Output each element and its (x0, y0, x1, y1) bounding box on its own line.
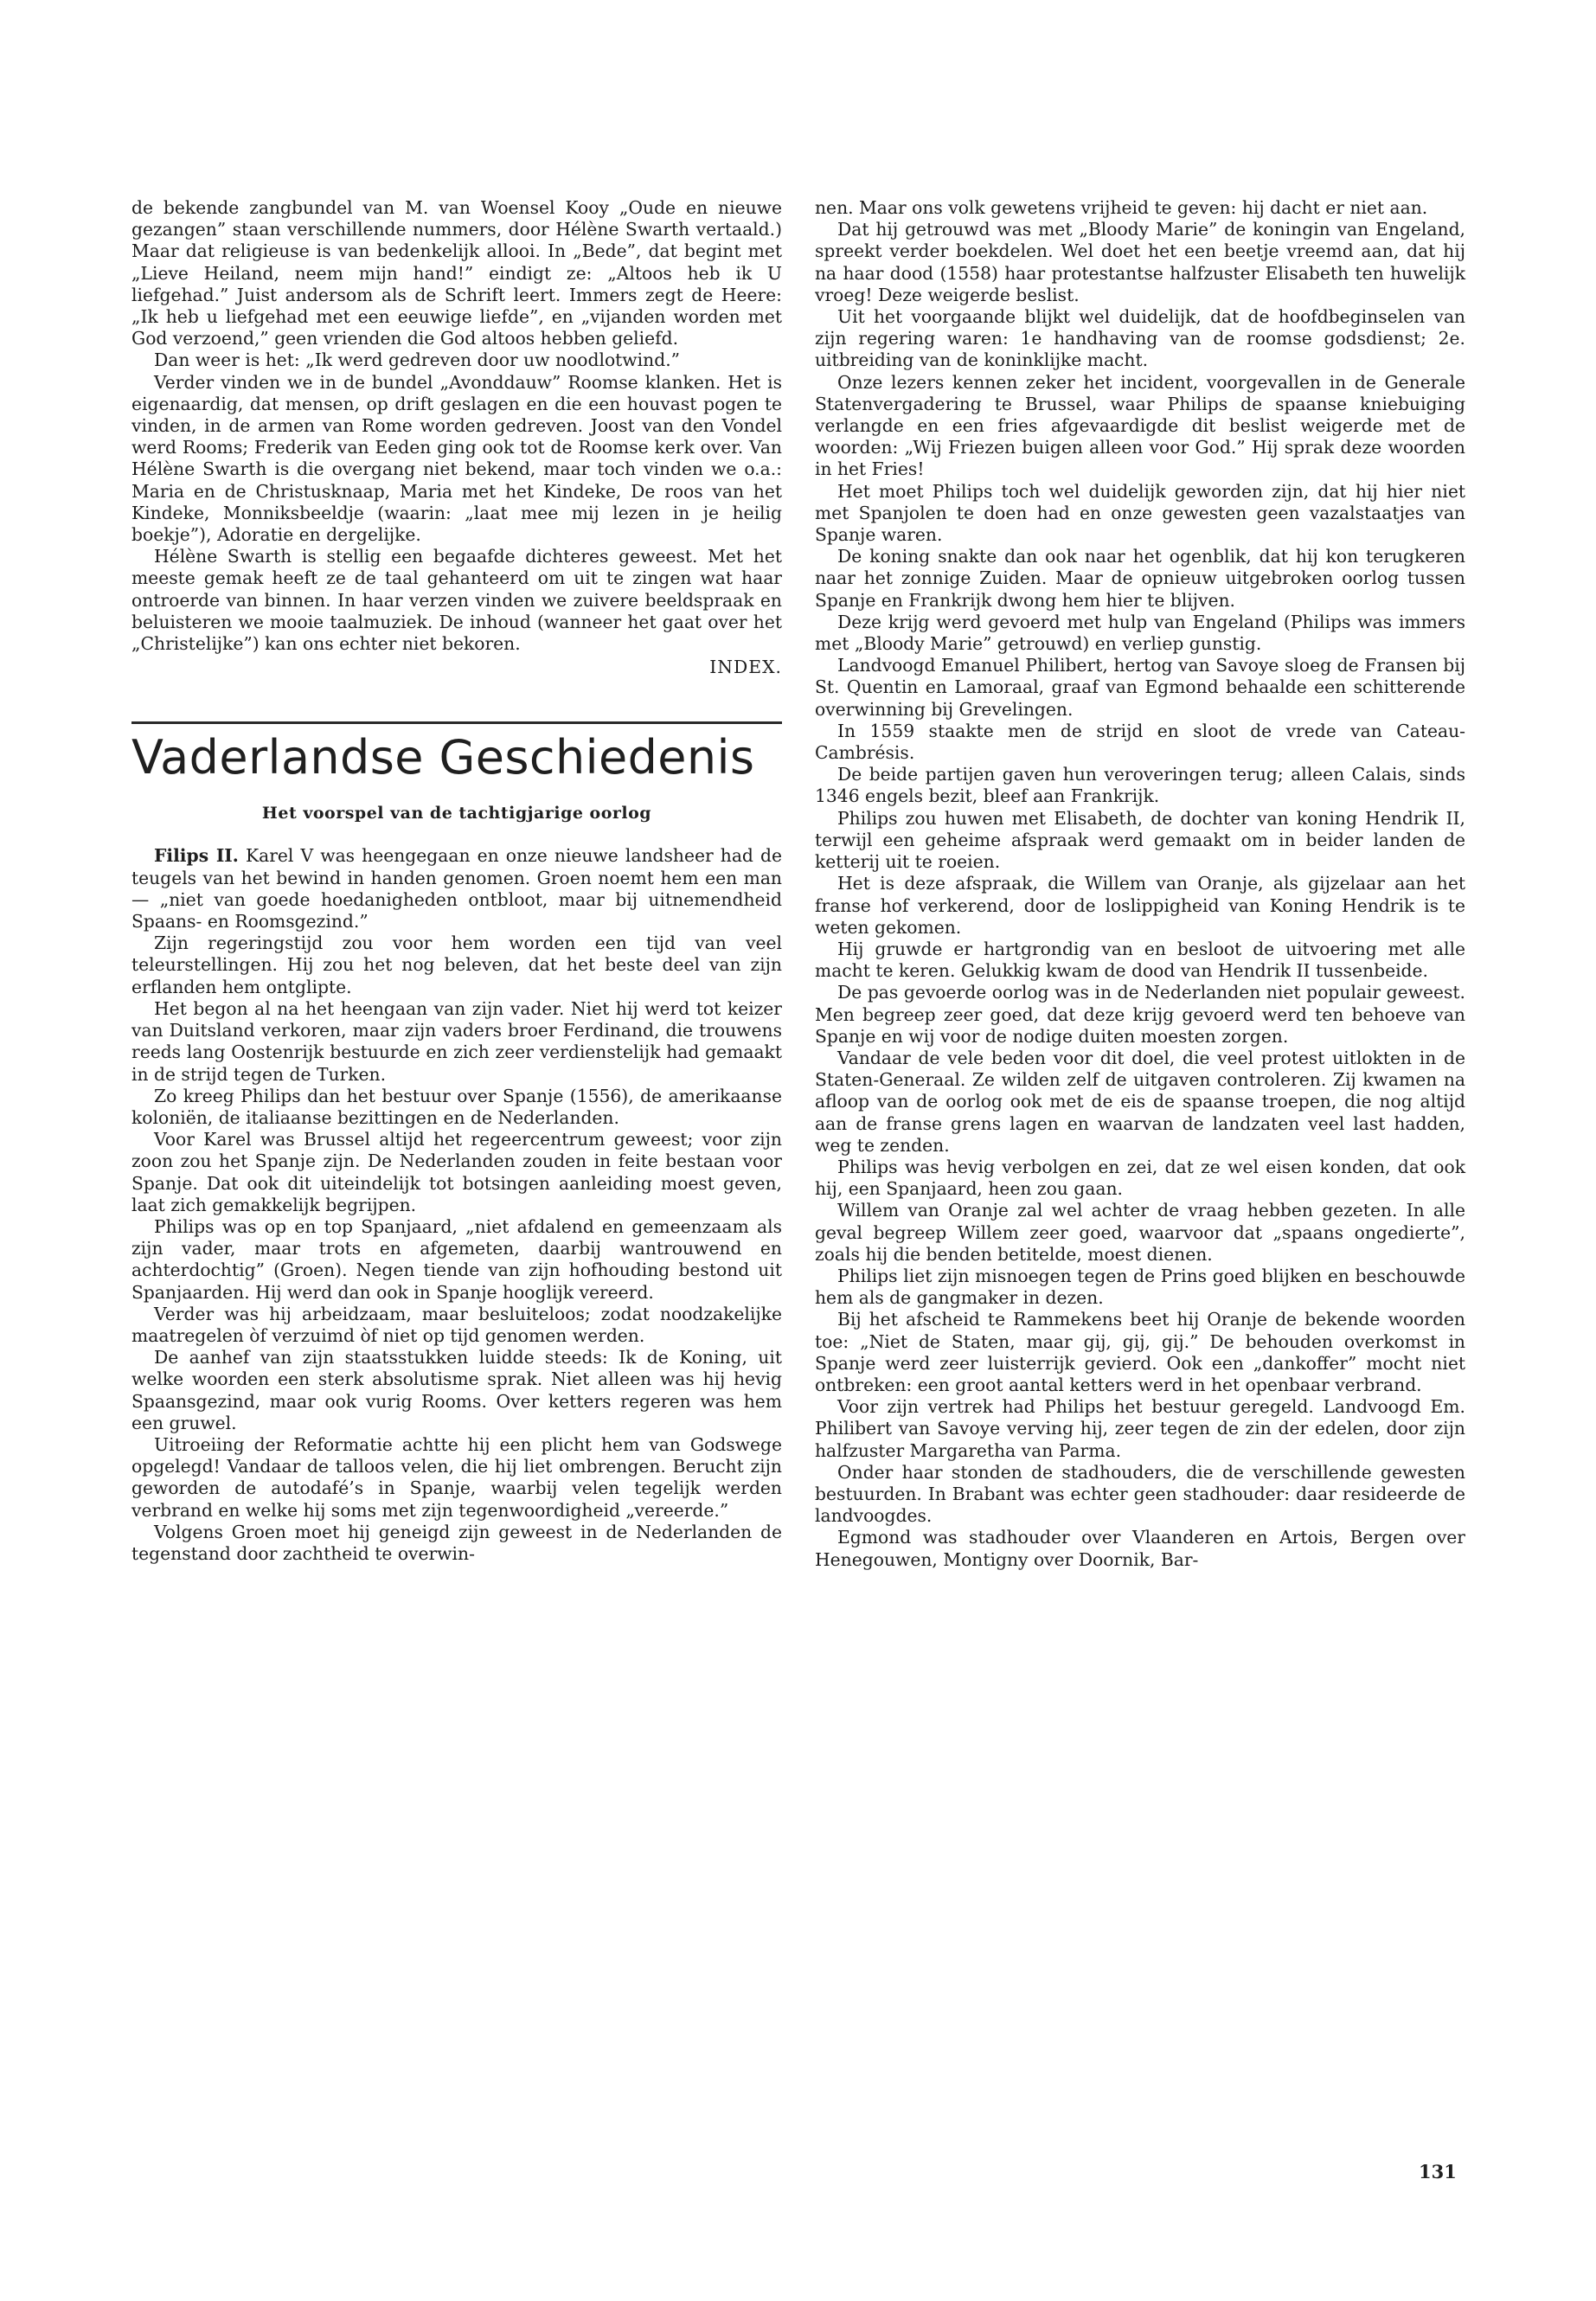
article-paragraph: nen. Maar ons volk gewetens vrijheid te geven: hij dacht er niet aan. (815, 197, 1428, 218)
article-paragraph: Deze krijg werd gevoerd met hulp van Engeland (Philips was immers met „Bloody Marie” getrouwd) en verliep gunstig. (815, 611, 1465, 655)
section-subtitle: Het voorspel van de tachtigjarige oorlog (261, 804, 652, 824)
article-paragraph: Voor zijn vertrek had Philips het bestuur geregeld. Landvoogd Em. Philibert van Savoye verving hij, zeer tegen de zin der edelen, door zijn halfzuster Margaretha van Parma. (815, 1396, 1465, 1461)
article-paragraph: Philips zou huwen met Elisabeth, de dochter van koning Hendrik II, terwijl een geheime afspraak werd gemaakt om in beider landen de ketterij uit te roeien. (815, 807, 1465, 873)
article-paragraph: De pas gevoerde oorlog was in de Nederlanden niet populair geweest. Men begreep zeer goed, dat deze krijg gevoerd werd ten behoeve van Spanje en wij voor de nodige duiten moesten zorgen. (815, 982, 1465, 1047)
article-paragraph: Verder was hij arbeidzaam, maar besluiteloos; zodat noodzakelijke maatregelen òf verzuimd òf niet op tijd genomen werden. (131, 1303, 782, 1346)
author-signature: INDEX. (709, 657, 782, 678)
article-paragraph: Onder haar stonden de stadhouders, die de verschillende gewesten bestuurden. In Brabant was echter geen stadhouder: daar resideerde de landvoogdes. (815, 1461, 1465, 1527)
article-paragraph: De aanhef van zijn staatsstukken luidde steeds: Ik de Koning, uit welke woorden een sterk absolutisme sprak. Niet alleen was hij hevig Spaansgezind, maar ook vurig Rooms. Over ketters regeren was hem een gruwel. (131, 1347, 782, 1433)
right-column (815, 197, 1465, 1571)
article-paragraph: Bij het afscheid te Rammekens beet hij Oranje de bekende woorden toe: „Niet de Staten, maar gij, gij, gij.” De behouden overkomst in Spanje werd zeer luisterrijk gevierd. Ook een „dankoffer” mocht niet ontbreken: een groot aantal ketters werd in het openbaar verbrand. (815, 1309, 1465, 1395)
article-paragraph: Philips was op en top Spanjaard, „niet afdalend en gemeenzaam als zijn vader, maar trots en afgemeten, daarbij wantrouwend en achterdochtig” (Groen). Negen tiende van zijn hofhouding bestond uit Spanjaarden. Hij werd dan ook in Spanje hooglijk vereerd. (131, 1215, 782, 1303)
article-paragraph: Het is deze afspraak, die Willem van Oranje, als gijzelaar aan het franse hof verkerend, door de loslippigheid van Koning Hendrik is te weten gekomen. (815, 873, 1465, 938)
article-paragraph: De koning snakte dan ook naar het ogenblik, dat hij kon terugkeren naar het zonnige Zuiden. Maar de opnieuw uitgebroken oorlog tussen Spanje en Frankrijk dwong hem hier te blijven. (815, 546, 1465, 611)
article-paragraph: Landvoogd Emanuel Philibert, hertog van Savoye sloeg de Fransen bij St. Quentin en Lamoraal, graaf van Egmond behaalde een schitterende overwinning bij Grevelingen. (815, 655, 1465, 720)
left-column (131, 197, 782, 1565)
article-paragraph: Willem van Oranje zal wel achter de vraag hebben gezeten. In alle geval begreep Willem zeer goed, waarvoor dat „spaans ongedierte”, zoals hij die benden betitelde, moest dienen. (815, 1200, 1465, 1265)
review-paragraph: Dan weer is het: „Ik werd gedreven door uw noodlotwind.” (154, 349, 681, 371)
article-paragraph (131, 845, 782, 933)
runin-heading: Filips II. (154, 845, 239, 867)
article-paragraph: Volgens Groen moet hij geneigd zijn geweest in de Nederlanden de tegenstand door zachtheid te overwin- (131, 1521, 782, 1564)
article-paragraph: Vandaar de vele beden voor dit doel, die veel protest uitlokten in de Staten-Generaal. Ze wilden zelf de uitgaven controleren. Zij kwamen na afloop van de oorlog ook met de eis de spaanse troepen, die nog altijd aan de franse grens lagen en waarvan de landzaten veel last hadden, weg te zenden. (815, 1047, 1465, 1156)
page-number: 131 (1419, 2161, 1457, 2182)
article-paragraph: Uitroeiing der Reformatie achtte hij een plicht hem van Godswege opgelegd! Vandaar de talloos velen, die hij liet ombrengen. Berucht zijn geworden de autodafé’s in Spanje, waarbij velen tegelijk werden verbrand en welke hij soms met zijn tegenwoordigheid „vereerde.” (131, 1433, 782, 1521)
review-paragraph: Verder vinden we in de bundel „Avonddauw” Roomse klanken. Het is eigenaardig, dat mensen, op drift geslagen en die een houvast pogen te vinden, in de armen van Rome worden gedreven. Joost van den Vondel werd Rooms; Frederik van Eeden ging ook tot de Roomse kerk over. Van Hélène Swarth is die overgang niet bekend, maar toch vinden we o.a.: Maria en de Christusknaap, Maria met het Kindeke, De roos van het Kindeke, Monniksbeeldje (waarin: „laat mee mij lezen in je heilig boekje”), Adoratie en dergelijke. (131, 371, 782, 546)
section-title: Vaderlandse Geschiedenis (131, 730, 755, 785)
runin-paragraph-text: Karel V was heengegaan en onze nieuwe landsheer had de teugels van het bewind in handen genomen. Groen noemt hem een man — „niet van goede hoedanigheden ontbloot, maar bij uitnemendheid Spaans- en Roomsgezind.” (131, 845, 782, 933)
article-paragraph: Dat hij getrouwd was met „Bloody Marie” de koningin van Engeland, spreekt verder boekdelen. Wel doet het een beetje vreemd aan, dat hij na haar dood (1558) haar protestantse halfzuster Elisabeth ten huwelijk vroeg! Deze weigerde beslist. (815, 219, 1465, 305)
article-paragraph: Uit het voorgaande blijkt wel duidelijk, dat de hoofdbeginselen van zijn regering waren: 1e handhaving van de roomse godsdienst; 2e. uitbreiding van de koninklijke macht. (815, 306, 1465, 371)
section-divider (131, 721, 782, 724)
article-paragraph: Hij gruwde er hartgrondig van en besloot de uitvoering met alle macht te keren. Gelukkig kwam de dood van Hendrik II tussenbeide. (815, 938, 1465, 982)
article-paragraph: Zo kreeg Philips dan het bestuur over Spanje (1556), de amerikaanse koloniën, de italiaanse bezittingen en de Nederlanden. (131, 1085, 782, 1128)
review-paragraph: Hélène Swarth is stellig een begaafde dichteres geweest. Met het meeste gemak heeft ze de taal gehanteerd om uit te zingen wat haar ontroerde van binnen. In haar verzen vinden we zuivere beeldspraak en beluisteren we mooie taalmuziek. De inhoud (wanneer het gaat over het „Christelijke”) kan ons echter niet bekoren. (131, 546, 782, 655)
article-paragraph: Het moet Philips toch wel duidelijk geworden zijn, dat hij hier niet met Spanjolen te doen had en onze gewesten geen vazalstaatjes van Spanje waren. (815, 480, 1465, 546)
article-paragraph: Het begon al na het heengaan van zijn vader. Niet hij werd tot keizer van Duitsland verkoren, maar zijn vaders broer Ferdinand, die trouwens reeds lang Oostenrijk bestuurde en zich zeer verdienstelijk had gemaakt in de strijd tegen de Turken. (131, 997, 782, 1085)
article-paragraph: In 1559 staakte men de strijd en sloot de vrede van Cateau-Cambrésis. (815, 720, 1465, 764)
article-paragraph: De beide partijen gaven hun veroveringen terug; alleen Calais, sinds 1346 engels bezit, bleef aan Frankrijk. (815, 764, 1465, 807)
article-paragraph: Zijn regeringstijd zou voor hem worden een tijd van veel teleurstellingen. Hij zou het nog beleven, dat het beste deel van zijn erflanden hem ontglipte. (131, 933, 782, 997)
article-paragraph: Philips liet zijn misnoegen tegen de Prins goed blijken en beschouwde hem als de gangmaker in dezen. (815, 1265, 1465, 1309)
article-paragraph: Onze lezers kennen zeker het incident, voorgevallen in de Generale Statenvergadering te Brussel, waar Philips de spaanse kniebuiging verlangde en een fries afgevaardigde dit beslist weigerde met de woorden: „Wij Friezen buigen alleen voor God.” Hij sprak deze woorden in het Fries! (815, 371, 1465, 480)
review-paragraph: de bekende zangbundel van M. van Woensel Kooy „Oude en nieuwe gezangen” staan verschillende nummers, door Hélène Swarth vertaald.) Maar dat religieuse is van bedenkelijk allooi. In „Bede”, dat begint met „Lieve Heiland, neem mijn hand!” eindigt ze: „Altoos heb ik U liefgehad.” Juist andersom als de Schrift leert. Immers zegt de Heere: „Ik heb u liefgehad met een eeuwige liefde”, en „vijanden worden met God verzoend,” geen vrienden die God altoos hebben geliefd. (131, 197, 782, 349)
article-paragraph: Voor Karel was Brussel altijd het regeercentrum geweest; voor zijn zoon zou het Spanje zijn. De Nederlanden zouden in feite bestaan voor Spanje. Dat ook dit uiteindelijk tot botsingen aanleiding moest geven, laat zich gemakkelijk begrijpen. (131, 1129, 782, 1215)
article-paragraph: Egmond was stadhouder over Vlaanderen en Artois, Bergen over Henegouwen, Montigny over Doornik, Bar- (815, 1527, 1465, 1570)
article-paragraph: Philips was hevig verbolgen en zei, dat ze wel eisen konden, dat ook hij, een Spanjaard, heen zou gaan. (815, 1156, 1465, 1200)
